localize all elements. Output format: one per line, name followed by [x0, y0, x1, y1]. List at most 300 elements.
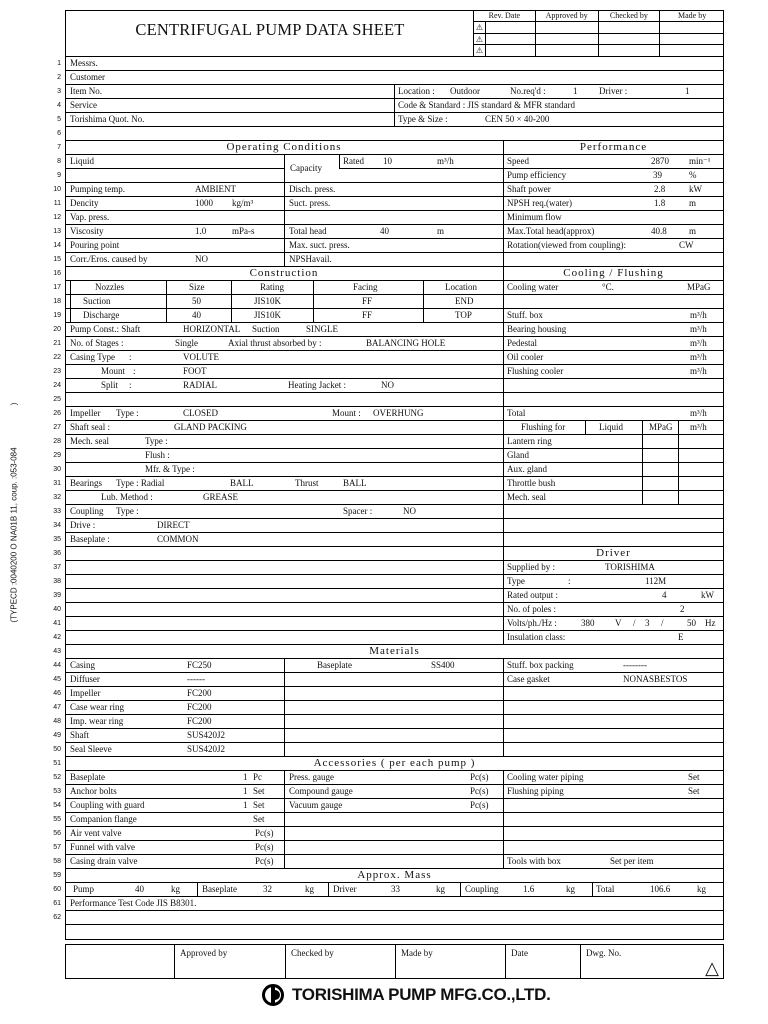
cell-divider	[503, 687, 504, 701]
cell-text: FF	[362, 296, 373, 306]
cell-text: Bearing housing	[507, 324, 567, 334]
row-number: 60	[53, 886, 61, 893]
cell-text: Nozzles	[95, 282, 124, 292]
cell-divider	[231, 309, 232, 323]
cell-text: 2870	[651, 156, 669, 166]
cell-text: DIRECT	[157, 520, 190, 530]
cell-text: Casing drain valve	[70, 856, 138, 866]
cell-text: NONASBESTOS	[623, 674, 688, 684]
side-code-text: (TYPECD :0040200 O NA01B 11, coup. :053-084 )	[9, 402, 19, 623]
sheet-row	[53, 253, 724, 267]
cell-text: FC250	[187, 660, 212, 670]
cell-divider	[231, 281, 232, 295]
cell-text: 39	[653, 170, 662, 180]
cell-text: m³/h	[437, 156, 454, 166]
sheet-row	[53, 617, 724, 631]
cell-text: Thrust	[295, 478, 319, 488]
cell-text: Tools with box	[507, 856, 561, 866]
cell-divider	[284, 239, 285, 253]
cell-text: Location :	[398, 86, 435, 96]
cell-text: Mount :	[332, 408, 361, 418]
cell-divider	[503, 477, 504, 491]
cell-text: Shaft seal :	[70, 422, 110, 432]
cell-divider	[503, 211, 504, 225]
row-number: 40	[53, 606, 61, 613]
sheet-header	[65, 10, 724, 57]
cell-divider	[197, 883, 198, 897]
cell-text: Minimum flow	[507, 212, 562, 222]
cell-text: Mech. seal	[507, 492, 546, 502]
cell-text: kg	[566, 884, 575, 894]
cell-text: SS400	[431, 660, 455, 670]
cell-text: No. of poles :	[507, 604, 556, 614]
row-number: 58	[53, 858, 61, 865]
cell-divider	[284, 659, 285, 673]
cell-text: 50	[192, 296, 201, 306]
cell-text: Anchor bolts	[70, 786, 117, 796]
row-number: 55	[53, 816, 61, 823]
cell-divider	[503, 421, 504, 435]
cell-text: 1	[243, 772, 248, 782]
cell-text: ------	[187, 674, 205, 684]
cell-divider	[503, 813, 504, 827]
cell-divider	[503, 183, 504, 197]
cell-text: 1	[243, 800, 248, 810]
cell-text: Vap. press.	[70, 212, 110, 222]
row-number: 41	[53, 620, 61, 627]
row-number: 7	[57, 144, 61, 151]
cell-text: VOLUTE	[183, 352, 219, 362]
cell-text: Type :	[145, 436, 168, 446]
cell-text: 40	[192, 310, 201, 320]
cell-text: 1.6	[523, 884, 535, 894]
cell-divider	[503, 463, 504, 477]
cell-divider	[284, 771, 285, 785]
row-number: 16	[53, 270, 61, 277]
row-number: 28	[53, 438, 61, 445]
row-number: 11	[53, 200, 61, 207]
footer-made-by: Made by	[395, 945, 505, 978]
cell-text: Shaft	[70, 730, 89, 740]
cell-text: Pump efficiency	[507, 170, 567, 180]
cell-text: FC200	[187, 688, 212, 698]
cell-text: AMBIENT	[195, 184, 236, 194]
cell-text: 10	[383, 156, 392, 166]
cell-text: FF	[362, 310, 373, 320]
cell-text: :	[129, 352, 132, 362]
row-number: 18	[53, 298, 61, 305]
cell-text: FC200	[187, 702, 212, 712]
sheet-row	[53, 659, 724, 673]
cell-text: Outdoor	[450, 86, 480, 96]
cell-divider	[503, 729, 504, 743]
cell-text: Total	[507, 408, 526, 418]
sheet-row	[53, 323, 724, 337]
made-by-header: Made by	[678, 11, 707, 20]
row-number: 47	[53, 704, 61, 711]
cell-divider	[503, 785, 504, 799]
cell-divider	[284, 827, 285, 841]
sheet-row	[53, 491, 724, 505]
cell-divider	[394, 113, 395, 127]
section-heading: Cooling / Flushing	[563, 267, 664, 279]
sheet-row	[53, 631, 724, 645]
cell-text: Item No.	[70, 86, 102, 96]
approval-footer	[65, 944, 724, 979]
cell-text: GLAND PACKING	[174, 422, 247, 432]
row-number: 19	[53, 312, 61, 319]
sheet-row	[53, 225, 724, 239]
cell-text: kg	[305, 884, 314, 894]
cell-text: Messrs.	[70, 58, 98, 68]
cell-text: SUS420J2	[187, 744, 226, 754]
cell-divider	[313, 309, 314, 323]
cell-text: Pedestal	[507, 338, 537, 348]
cell-text: Mount	[101, 366, 126, 376]
cell-text: :	[133, 366, 136, 376]
row-number: 32	[53, 494, 61, 501]
cell-text: Torishima Quot. No.	[70, 114, 145, 124]
cell-text: Pc(s)	[255, 856, 274, 866]
cell-text: Type	[507, 576, 525, 586]
cell-text: Discharge	[83, 310, 120, 320]
cell-divider	[70, 295, 71, 309]
cell-text: Seal Sleeve	[70, 744, 112, 754]
cell-text: Funnel with valve	[70, 842, 135, 852]
sheet-row	[53, 715, 724, 729]
cell-text: Cooling water	[507, 282, 559, 292]
sheet-row	[53, 589, 724, 603]
cell-divider	[503, 827, 504, 841]
cell-text: %	[689, 170, 697, 180]
cell-divider	[503, 239, 504, 253]
sheet-row	[53, 911, 724, 925]
checked-by-header: Checked by	[599, 10, 661, 21]
cell-divider	[284, 253, 285, 267]
sheet-row	[53, 295, 724, 309]
row-number: 33	[53, 508, 61, 515]
sheet-row	[53, 701, 724, 715]
row-number: 8	[57, 158, 61, 165]
revision-triangle-icon: ⚠	[474, 45, 486, 57]
cell-divider	[70, 281, 71, 295]
cell-text: kW	[701, 590, 714, 600]
cell-divider	[503, 491, 504, 505]
cell-divider	[503, 253, 504, 267]
cell-text: Lantern ring	[507, 436, 552, 446]
section-heading: Materials	[369, 645, 420, 657]
cell-text: m³/h	[690, 310, 707, 320]
cell-text: m	[689, 226, 697, 236]
cell-text: Liquid	[599, 422, 623, 432]
section-heading: Accessories ( per each pump )	[313, 757, 476, 769]
row-number: 49	[53, 732, 61, 739]
cell-text: Max.Total head(approx)	[507, 226, 595, 236]
cell-text: 112M	[645, 576, 667, 586]
cell-text: Rated output :	[507, 590, 558, 600]
cell-text: Coupling with guard	[70, 800, 145, 810]
cell-divider	[678, 491, 679, 505]
cell-divider	[284, 715, 285, 729]
sheet-row	[53, 267, 724, 281]
row-number: 12	[53, 214, 61, 221]
cell-text: Pc(s)	[255, 842, 274, 852]
cell-text: Spacer :	[343, 506, 373, 516]
cell-text: Liquid	[70, 156, 94, 166]
cell-text: Type : Radial	[116, 478, 165, 488]
cell-divider	[503, 673, 504, 687]
cell-divider	[284, 183, 285, 197]
cell-text: Vacuum gauge	[289, 800, 343, 810]
cell-text: 3	[645, 618, 650, 628]
cell-divider	[231, 295, 232, 309]
cell-divider	[284, 729, 285, 743]
cell-text: Baseplate	[202, 884, 237, 894]
cell-text: RADIAL	[183, 380, 217, 390]
cell-text: Location	[445, 282, 477, 292]
sheet-row	[53, 743, 724, 757]
cell-text: Mech. seal	[70, 436, 109, 446]
cell-text: Size	[189, 282, 205, 292]
cell-divider	[503, 603, 504, 617]
cell-divider	[503, 365, 504, 379]
cell-divider	[678, 449, 679, 463]
row-number: 10	[53, 186, 61, 193]
cell-text: Baseplate	[70, 772, 105, 782]
cell-divider	[503, 435, 504, 449]
footer-blank-cell	[66, 945, 174, 978]
sheet-row	[57, 85, 724, 99]
sheet-row	[53, 827, 724, 841]
cell-divider	[503, 715, 504, 729]
row-number: 15	[53, 256, 61, 263]
cell-divider	[678, 477, 679, 491]
sheet-row	[53, 771, 724, 785]
cell-text: Rated	[343, 156, 364, 166]
row-number: 61	[53, 900, 61, 907]
sheet-row	[53, 533, 724, 547]
cell-text: Compound gauge	[289, 786, 353, 796]
row-number: 56	[53, 830, 61, 837]
cell-text: Speed	[507, 156, 529, 166]
cell-text: :	[568, 576, 571, 586]
sheet-row	[53, 351, 724, 365]
cell-text: CW	[679, 240, 694, 250]
cell-text: Set	[688, 786, 700, 796]
cell-text: 40	[135, 884, 144, 894]
row-number: 44	[53, 662, 61, 669]
cell-text: m³/h	[690, 324, 707, 334]
sheet-row	[57, 99, 724, 113]
cell-divider	[678, 435, 679, 449]
cell-text: NO	[381, 380, 394, 390]
footer-dwg-no: Dwg. No. △	[580, 945, 723, 978]
row-number: 5	[57, 116, 61, 123]
cell-text: Capacity	[290, 163, 322, 173]
cell-divider	[284, 855, 285, 869]
cell-divider	[503, 589, 504, 603]
sheet-row	[57, 163, 724, 183]
row-number: 20	[53, 326, 61, 333]
cell-text: m	[689, 198, 697, 208]
row-number: 45	[53, 676, 61, 683]
sheet-row	[53, 379, 724, 393]
cell-divider	[313, 295, 314, 309]
sheet-row	[53, 729, 724, 743]
row-number: 50	[53, 746, 61, 753]
row-number: 37	[53, 564, 61, 571]
cell-divider	[284, 813, 285, 827]
cell-text: 2.8	[654, 184, 666, 194]
row-number: 30	[53, 466, 61, 473]
cell-text: Lub. Method :	[101, 492, 153, 502]
cell-divider	[678, 421, 679, 435]
cell-text: Impeller	[70, 408, 101, 418]
cell-text: 33	[391, 884, 400, 894]
cell-divider	[284, 785, 285, 799]
cell-text: Baseplate :	[70, 534, 110, 544]
cell-text: m³/h	[690, 338, 707, 348]
cell-divider	[284, 799, 285, 813]
sheet-row	[53, 547, 724, 561]
cell-text: Corr./Eros. caused by	[70, 254, 148, 264]
cell-text: /	[661, 618, 664, 628]
row-number: 31	[53, 480, 61, 487]
cell-text: Suction	[252, 324, 280, 334]
sheet-row	[53, 757, 724, 771]
cell-text: min⁻¹	[689, 156, 711, 166]
cell-divider	[585, 421, 586, 435]
cell-divider	[642, 435, 643, 449]
sheet-row	[53, 897, 724, 911]
cell-text: BALL	[230, 478, 254, 488]
row-number: 36	[53, 550, 61, 557]
cell-text: Total head	[289, 226, 327, 236]
row-number: 6	[57, 130, 61, 137]
row-number: 43	[53, 648, 61, 655]
row-number: 2	[57, 74, 61, 81]
cell-text: END	[455, 296, 474, 306]
footer-date: Date	[505, 945, 580, 978]
cell-text: 32	[263, 884, 272, 894]
row-number: 39	[53, 592, 61, 599]
cell-divider	[423, 281, 424, 295]
cell-text: Pc(s)	[255, 828, 274, 838]
cell-text: Diffuser	[70, 674, 100, 684]
cell-divider	[166, 295, 167, 309]
sheet-row	[53, 449, 724, 463]
cell-divider	[503, 533, 504, 547]
row-number: 17	[53, 284, 61, 291]
sheet-row	[53, 561, 724, 575]
cell-text: Mfr. & Type :	[145, 464, 195, 474]
cell-divider	[284, 743, 285, 757]
row-number: 29	[53, 452, 61, 459]
cell-text: Split	[101, 380, 119, 390]
cell-text: Pc(s)	[470, 772, 489, 782]
row-number: 35	[53, 536, 61, 543]
cell-text: Imp. wear ring	[70, 716, 124, 726]
cell-text: kg/m³	[232, 198, 254, 208]
sheet-row	[53, 505, 724, 519]
cell-text: Supplied by :	[507, 562, 556, 572]
cell-divider	[423, 295, 424, 309]
cell-text: Pc(s)	[470, 786, 489, 796]
cell-text: HORIZONTAL	[183, 324, 241, 334]
cell-text: /	[633, 618, 636, 628]
sheet-row	[53, 645, 724, 659]
cell-text: Driver :	[599, 86, 628, 96]
section-heading: Operating Conditions	[226, 141, 342, 153]
sheet-row	[53, 421, 724, 435]
cell-text: Case gasket	[507, 674, 550, 684]
cell-text: m	[437, 226, 445, 236]
cell-divider	[503, 631, 504, 645]
cell-text: m³/h	[690, 366, 707, 376]
company-name: TORISHIMA PUMP MFG.CO.,LTD.	[292, 985, 551, 1004]
cell-text: Total	[596, 884, 615, 894]
cell-divider	[313, 281, 314, 295]
row-number: 4	[57, 102, 61, 109]
cell-divider	[284, 841, 285, 855]
sheet-row	[53, 785, 724, 799]
sheet-row	[57, 57, 724, 71]
row-number: 23	[53, 368, 61, 375]
cell-divider	[642, 449, 643, 463]
cell-text: MPaG	[649, 422, 673, 432]
cell-divider	[503, 337, 504, 351]
row-number: 14	[53, 242, 61, 249]
cell-text: Coupling	[465, 884, 499, 894]
row-number: 38	[53, 578, 61, 585]
sheet-row	[53, 463, 724, 477]
cell-divider	[284, 169, 285, 183]
sheet-row	[53, 407, 724, 421]
cell-text: Disch. press.	[289, 184, 336, 194]
sheet-row	[57, 127, 724, 141]
cell-text: Suct. press.	[289, 198, 331, 208]
cell-text: kW	[689, 184, 702, 194]
cell-text: m³/h	[690, 422, 707, 432]
rev-date-header: Rev. Date	[474, 10, 536, 21]
cell-divider	[339, 155, 340, 169]
cell-text: °C.	[602, 282, 614, 292]
cell-text: Volts/ph./Hz :	[507, 618, 557, 628]
cell-divider	[284, 225, 285, 239]
sheet-row	[53, 435, 724, 449]
cell-text: Code & Standard : JIS standard & MFR standard	[398, 100, 575, 110]
cell-divider	[284, 211, 285, 225]
cell-divider	[284, 687, 285, 701]
cell-text: V	[615, 618, 622, 628]
cell-divider	[284, 155, 285, 169]
cell-text: 1	[573, 86, 578, 96]
cell-text: CEN 50 × 40-200	[485, 114, 550, 124]
cell-text: Viscosity	[70, 226, 104, 236]
cell-text: Baseplate	[317, 660, 352, 670]
cell-text: Pump	[73, 884, 95, 894]
cell-text: mPa-s	[232, 226, 255, 236]
cell-divider	[503, 771, 504, 785]
cell-text: m³/h	[690, 408, 707, 418]
cell-text: Casing	[70, 660, 96, 670]
sheet-row	[53, 799, 724, 813]
cell-text: SUS420J2	[187, 730, 226, 740]
cell-text: Suction	[83, 296, 111, 306]
cell-divider	[503, 841, 504, 855]
cell-text: Air vent valve	[70, 828, 122, 838]
row-number: 52	[53, 774, 61, 781]
